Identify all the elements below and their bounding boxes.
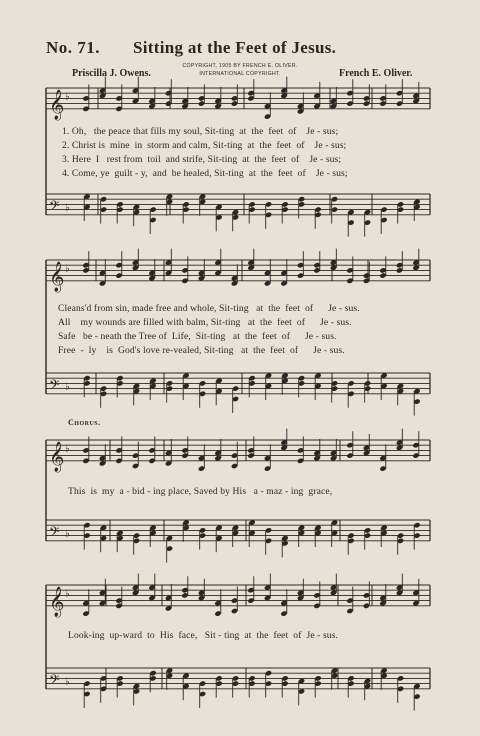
verse-1-line-2: Cleans'd from sin, made free and whole, Sit-ting at the feet of Je - sus. [58,303,360,314]
chorus-label: Chorus. [68,418,101,427]
flat-sign-icon: ♭ [65,91,70,103]
bass-clef-icon: 𝄢 [49,523,60,543]
copyright-line-1: COPYRIGHT, 1905 BY FRENCH E. OLIVER. [182,63,298,69]
verse-4-line-2: Free - ly is God's love re-vealed, Sit-ting at the feet of Je - sus. [58,345,345,356]
flat-sign-icon: ♭ [65,528,70,540]
verse-3-line-1: 3. Here I rest from toil and strife, Sit-ting at the feet of Je - sus; [62,154,342,165]
flat-sign-icon: ♭ [65,202,70,214]
chorus-line-2: Look-ing up-ward to His face, Sit - ting at the feet of Je - sus. [68,630,339,641]
treble-clef-icon: 𝄞 [49,89,65,120]
treble-clef-icon: 𝄞 [49,441,65,472]
flat-sign-icon: ♭ [65,676,70,688]
bass-clef-icon: 𝄢 [49,376,60,396]
lyricist-credit: Priscilla J. Owens. [72,68,151,79]
flat-sign-icon: ♭ [65,263,70,275]
verse-2-line-2: All my wounds are filled with balm, Sit-ting at the feet of Je - sus. [58,317,352,328]
verse-1-line-1: 1. Oh, the peace that fills my soul, Sit-ting at the feet of Je - sus; [62,126,339,137]
bass-clef-icon: 𝄢 [49,197,60,217]
bass-clef-icon: 𝄢 [49,671,60,691]
treble-clef-icon: 𝄞 [49,261,65,292]
chorus-line-1: This is my a - bid - ing place, Saved by His a - maz - ing grace, [68,486,333,497]
composer-credit: French E. Oliver. [339,68,413,79]
flat-sign-icon: ♭ [65,443,70,455]
flat-sign-icon: ♭ [65,588,70,600]
hymn-title: Sitting at the Feet of Jesus. [133,38,337,57]
verse-3-line-2: Safe be - neath the Tree of Life, Sit-ting at the feet of Je - sus. [58,331,337,342]
copyright-line-2: INTERNATIONAL COPYRIGHT. [199,71,281,77]
verse-2-line-1: 2. Christ is mine in storm and calm, Sit-ting at the feet of Je - sus; [62,140,347,151]
treble-clef-icon: 𝄞 [49,586,65,617]
verse-4-line-1: 4. Come, ye guilt - y, and be healed, Sit-ting at the feet of Je - sus; [62,168,348,179]
flat-sign-icon: ♭ [65,381,70,393]
hymn-number: No. 71. [46,38,101,57]
